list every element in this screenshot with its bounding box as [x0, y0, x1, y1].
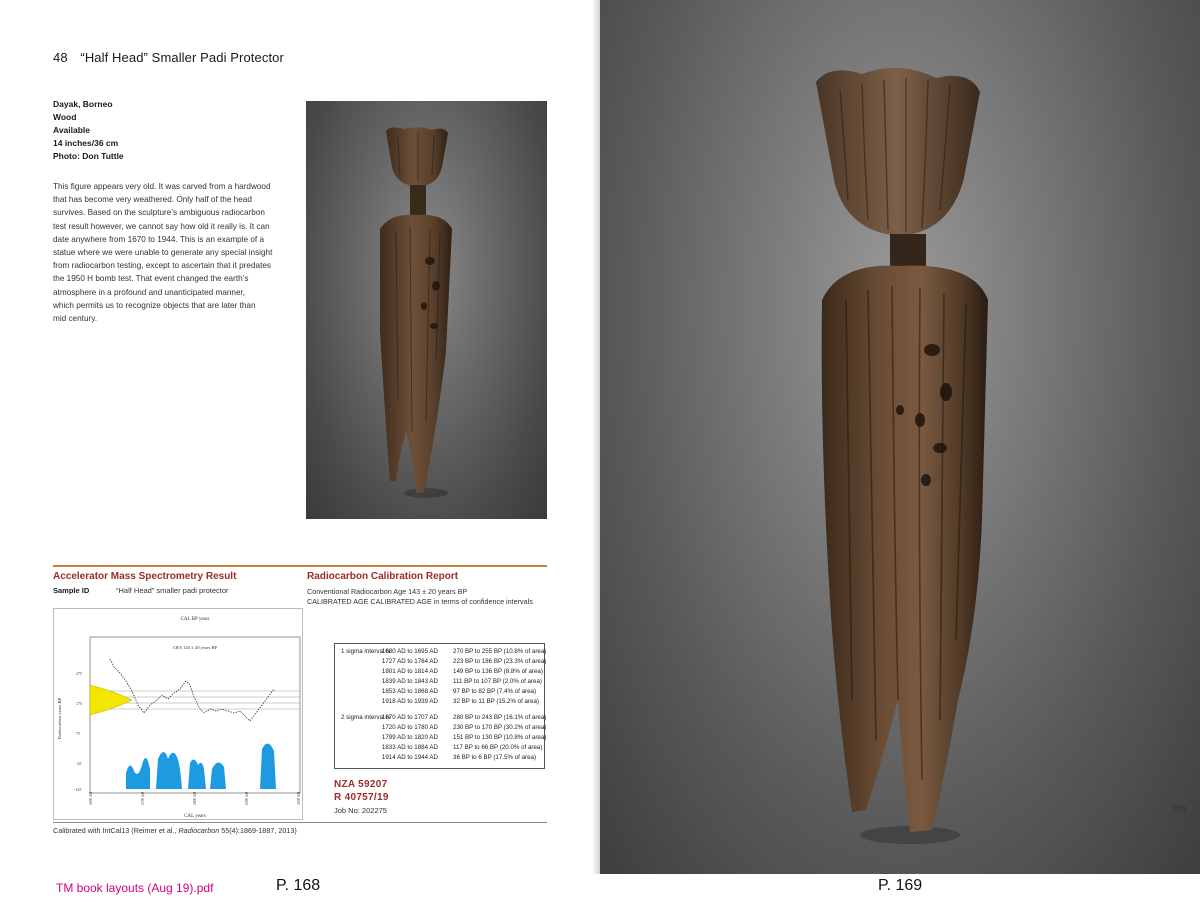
meta-material: Wood: [53, 112, 77, 122]
top-axis-label: CAL BP years: [180, 617, 210, 622]
x-tick: 1800 AD: [193, 791, 197, 805]
calibration-chart: [53, 608, 303, 820]
meta-photo-credit: Photo: Don Tuttle: [53, 151, 124, 161]
meta-size: 14 inches/36 cm: [53, 138, 119, 148]
probability-peak: [260, 743, 276, 789]
file-name-label: TM book layouts (Aug 19).pdf: [56, 881, 214, 895]
x-tick: 2000 AD: [297, 791, 301, 805]
page-label-169: P. 169: [878, 877, 923, 894]
interval-row: 1918 AD to 1939 AD 32 BP to 11 BP (15.2% of area): [381, 698, 539, 705]
page-title: “Half Head” Smaller Padi Protector: [80, 50, 284, 65]
object-meta: [53, 98, 124, 163]
confidence-intervals-box: [334, 643, 545, 769]
left-page: [0, 0, 598, 874]
interval-row: 1799 AD to 1820 AD 151 BP to 130 BP (10.8% of area): [381, 734, 547, 741]
x-tick: 1900 AD: [245, 791, 249, 805]
figure-photo-small: [306, 101, 547, 519]
description-line: that has become very weathered. Only half of the head: [53, 195, 252, 205]
y-tick: -25: [76, 761, 82, 766]
sample-id-label: Sample ID: [53, 586, 90, 595]
meta-origin: Dayak, Borneo: [53, 99, 113, 109]
y-tick: -125: [74, 787, 82, 792]
interval-row: 1839 AD to 1843 AD 111 BP to 107 BP (2.0% of area): [381, 678, 542, 685]
description-line: atmosphere in a profound and unanticipated manner,: [53, 287, 246, 297]
folio-rule: [1157, 815, 1200, 816]
interval-row: 1914 AD to 1944 AD 36 BP to 6 BP (17.5% of area): [381, 754, 537, 761]
description-line: which permits us to recognize objects that are later than: [53, 300, 256, 310]
wooden-figure-large-image: [600, 0, 1200, 874]
description-text: [53, 180, 283, 325]
y-tick: 175: [76, 701, 82, 706]
interval-row: 1833 AD to 1884 AD 117 BP to 66 BP (20.0% of area): [381, 744, 543, 751]
section-rule: [53, 565, 547, 567]
calibration-note: Calibrated with IntCal13 (Reimer et al., Radiocarbon 55(4):1869-1887, 2013): [53, 826, 297, 835]
cra-label: CRA 143 ± 20 years BP: [172, 645, 218, 650]
lab-id-nza: NZA 59207: [334, 779, 388, 790]
conventional-age-line: Conventional Radiocarbon Age 143 ± 20 years BP: [307, 587, 468, 596]
spine-shadow: [592, 0, 600, 874]
description-line: This figure appears very old. It was carved from a hardwood: [53, 182, 271, 191]
y-axis-label: Radiocarbon years BP: [57, 697, 62, 739]
calibrated-age-line: CALIBRATED AGE CALIBRATED AGE in terms of confidence intervals: [307, 597, 533, 606]
right-page: [600, 0, 1200, 874]
interval-row: 1853 AD to 1868 AD 97 BP to 82 BP (7.4% of area): [381, 688, 537, 695]
page-heading: [53, 50, 284, 65]
ams-title: Accelerator Mass Spectrometry Result: [53, 571, 237, 582]
interval-row: 1 sigma interval is 1680 AD to 1695 AD 270 BP to 255 BP (10.8% of area): [341, 648, 547, 655]
sample-id-value: “Half Head” smaller padi protector: [116, 586, 229, 595]
page-number: 48: [53, 50, 68, 65]
description-line: test result however, we cannot say how old it really is. It can: [53, 221, 270, 231]
lab-id-r: R 40757/19: [334, 792, 389, 803]
interval-row: 1801 AD to 1814 AD 149 BP to 136 BP (8.8% of area): [381, 668, 543, 675]
description-line: statue where we were unable to generate any special insight: [53, 248, 273, 258]
wooden-figure-image: [306, 101, 547, 519]
interval-row: 1720 AD to 1780 AD 230 BP to 170 BP (30.2% of area): [381, 724, 547, 731]
interval-row: 2 sigma interval is 1670 AD to 1707 AD 280 BP to 243 BP (16.1% of area): [341, 714, 547, 721]
description-line: from radiocarbon testing, except to ascertain that it predates: [53, 261, 271, 271]
x-tick: 1600 AD: [89, 791, 93, 805]
meta-status: Available: [53, 125, 91, 135]
job-number: Job No: 202275: [334, 806, 387, 815]
page-label-168: P. 168: [276, 877, 321, 894]
y-tick: 275: [76, 671, 82, 676]
footer-rule: [53, 822, 547, 823]
calibration-report-title: Radiocarbon Calibration Report: [307, 571, 459, 582]
description-line: survives. Based on the sculpture’s ambiguous radiocarbon: [53, 208, 265, 218]
interval-row: 1727 AD to 1764 AD 223 BP to 186 BP (23.3% of area): [381, 658, 547, 665]
x-axis-label: CAL years: [184, 814, 206, 819]
x-tick: 1700 AD: [141, 791, 145, 805]
folio: 169: [1172, 804, 1186, 813]
description-line: date anywhere from 1670 to 1944. This is an example of a: [53, 234, 265, 244]
description-line: the 1950 H bomb test. That event changed the earth’s: [53, 274, 249, 284]
description-line: mid century.: [53, 314, 97, 324]
y-tick: 75: [76, 731, 80, 736]
